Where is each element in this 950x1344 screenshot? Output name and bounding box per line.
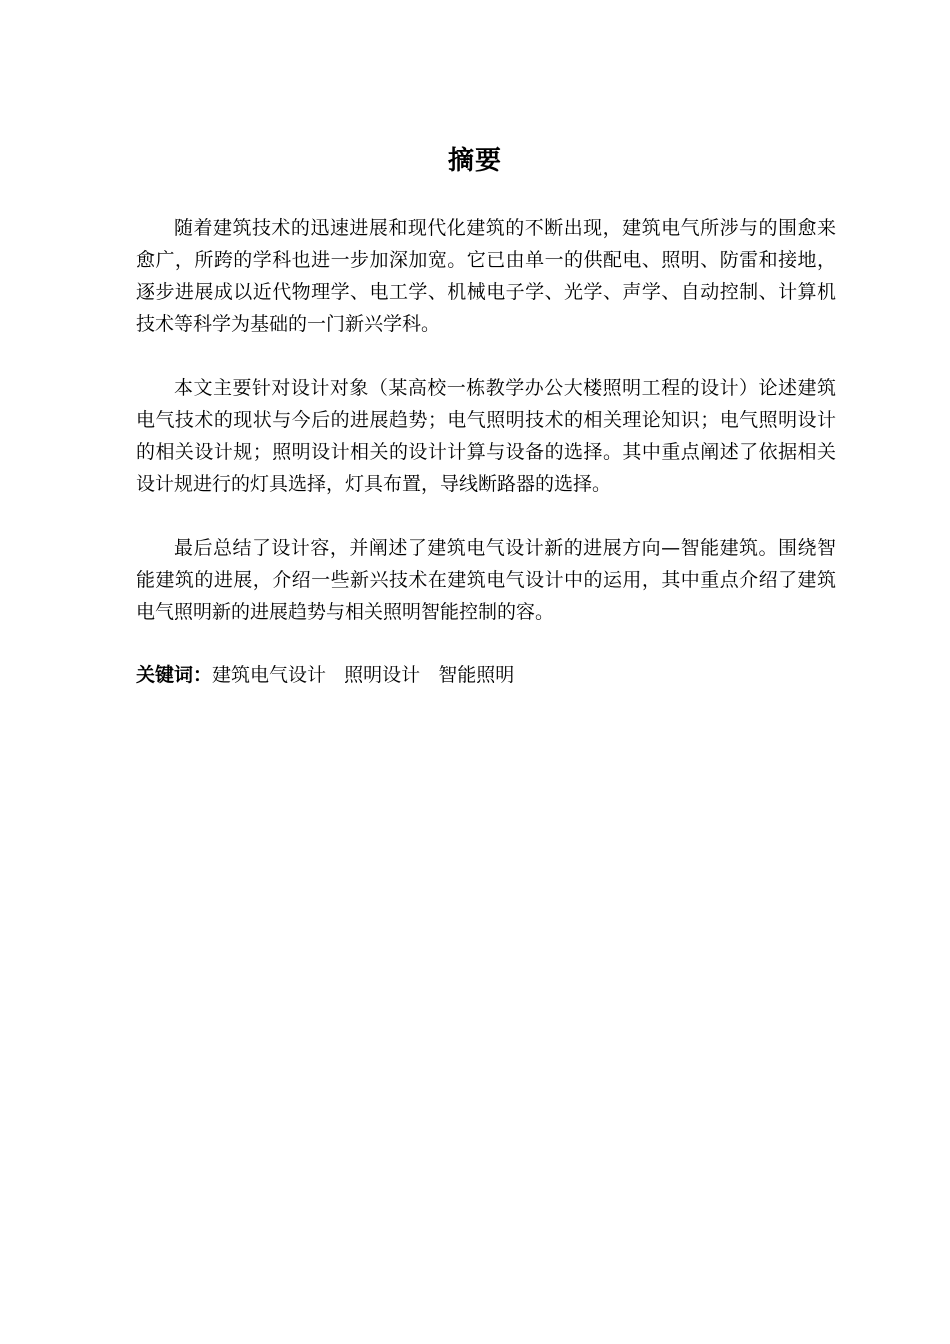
keywords-line <box>136 659 836 691</box>
abstract-paragraph-2 <box>136 372 836 500</box>
paragraph-text: 本文主要针对设计对象（某高校一栋教学办公大楼照明工程的设计）论述建筑电气技术的现状与今后的进展趋势；电气照明技术的相关理论知识；电气照明设计的相关设计规；照明设计相关的设计计算与设备的选择。其中重点阐述了依据相关设计规进行的灯具选择，灯具布置，导线断路器的选择。 <box>136 377 836 495</box>
keywords-list: 建筑电气设计 照明设计 智能照明 <box>212 664 515 686</box>
abstract-paragraph-1 <box>136 212 836 340</box>
paragraph-text: 随着建筑技术的迅速进展和现代化建筑的不断出现，建筑电气所涉与的围愈来愈广，所跨的学科也进一步加深加宽。它已由单一的供配电、照明、防雷和接地，逐步进展成以近代物理学、电工学、机械电子学、光学、声学、自动控制、计算机技术等科学为基础的一门新兴学科。 <box>136 217 836 335</box>
page-title: 摘要 <box>447 146 502 176</box>
paragraph-text: 最后总结了设计容，并阐述了建筑电气设计新的进展方向—智能建筑。围绕智能建筑的进展，介绍一些新兴技术在建筑电气设计中的运用，其中重点介绍了建筑电气照明新的进展趋势与相关照明智能控制的容。 <box>136 537 836 623</box>
keywords-label: 关键词： <box>136 664 213 686</box>
abstract-paragraph-3 <box>136 532 836 628</box>
